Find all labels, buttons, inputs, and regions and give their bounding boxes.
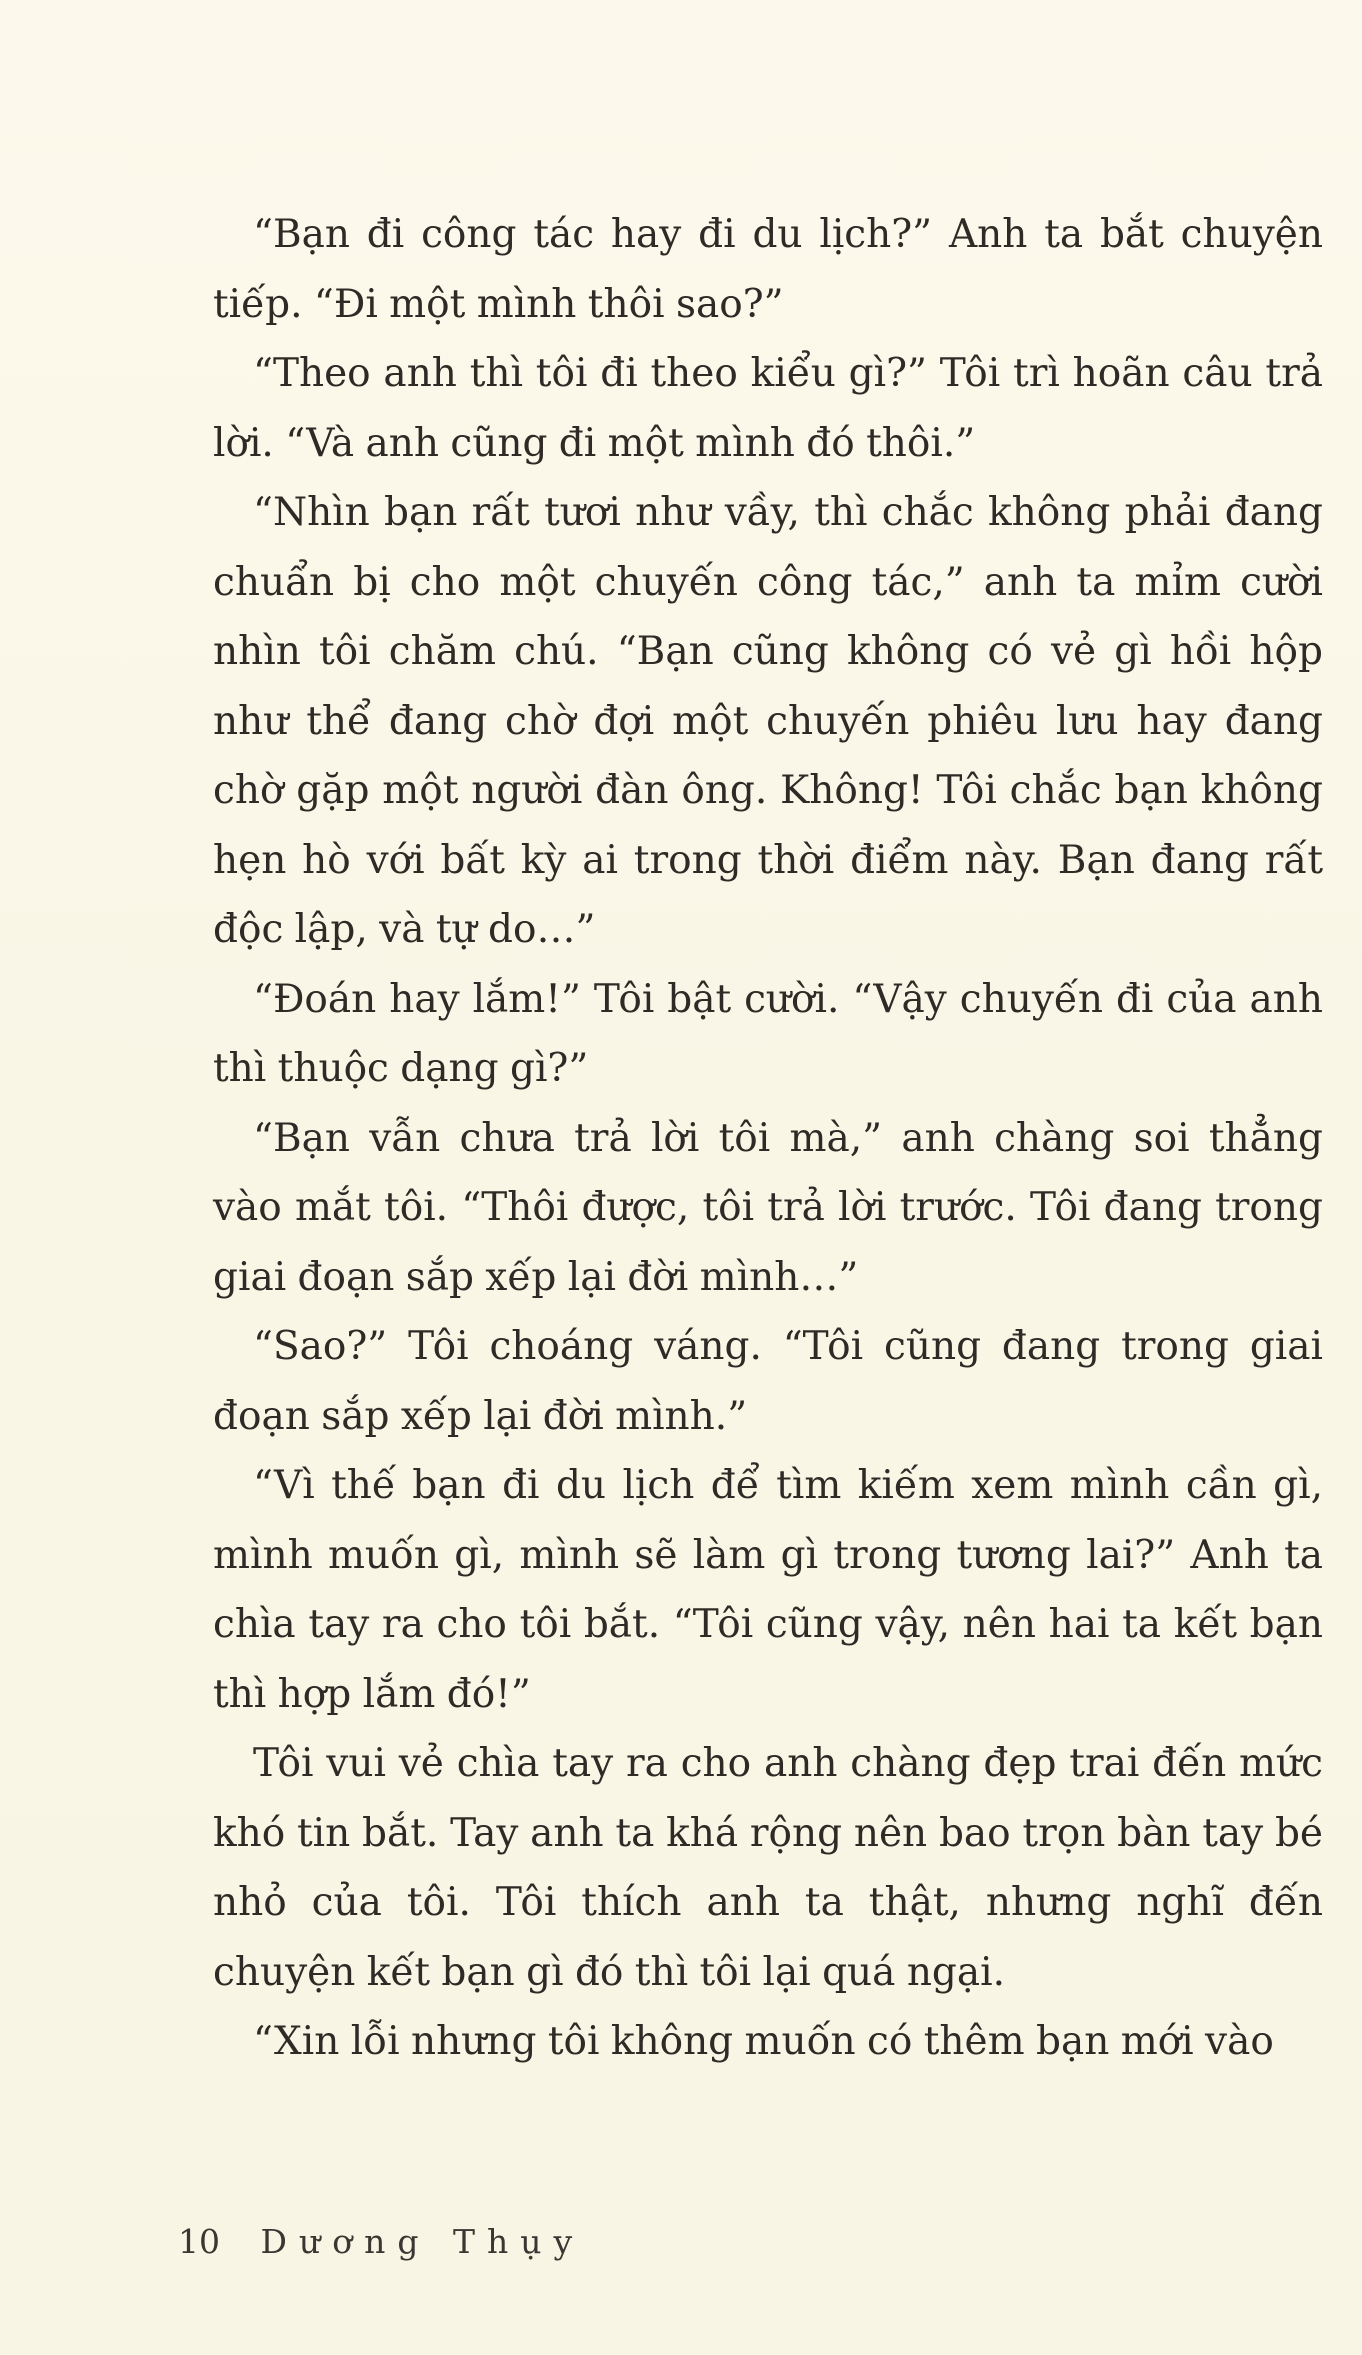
paragraph: “Bạn đi công tác hay đi du lịch?” Anh ta bắt chuyện tiếp. “Đi một mình thôi sao?”: [213, 212, 1323, 327]
author-name: Dương Thụy: [260, 2222, 585, 2261]
page-number: 10: [178, 2222, 220, 2261]
paragraph: Tôi vui vẻ chìa tay ra cho anh chàng đẹp trai đến mức khó tin bắt. Tay anh ta khá rộng nên bao trọn bàn tay bé nhỏ của tôi. Tôi thích anh ta thật, nhưng nghĩ đến chuyện kết bạn gì đó thì tôi lại quá ngại.: [213, 1741, 1323, 1995]
paragraph: “Xin lỗi nhưng tôi không muốn có thêm bạn mới vào: [253, 2019, 1274, 2064]
paragraph: “Vì thế bạn đi du lịch để tìm kiếm xem mình cần gì, mình muốn gì, mình sẽ làm gì trong tương lai?” Anh ta chìa tay ra cho tôi bắt. “Tôi cũng vậy, nên hai ta kết bạn thì hợp lắm đó!”: [213, 1463, 1323, 1717]
page-footer: [178, 2222, 584, 2261]
paragraph: “Theo anh thì tôi đi theo kiểu gì?” Tôi trì hoãn câu trả lời. “Và anh cũng đi một mình đó thôi.”: [213, 351, 1323, 466]
paragraph: “Bạn vẫn chưa trả lời tôi mà,” anh chàng soi thẳng vào mắt tôi. “Thôi được, tôi trả lời trước. Tôi đang trong giai đoạn sắp xếp lại đời mình…”: [213, 1115, 1323, 1300]
paragraph: “Đoán hay lắm!” Tôi bật cười. “Vậy chuyến đi của anh thì thuộc dạng gì?”: [213, 976, 1323, 1091]
body-text: [213, 200, 1323, 2077]
paragraph: “Nhìn bạn rất tươi như vầy, thì chắc không phải đang chuẩn bị cho một chuyến công tác,” anh ta mỉm cười nhìn tôi chăm chú. “Bạn cũng không có vẻ gì hồi hộp như thể đang chờ đợi một chuyến phiêu lưu hay đang chờ gặp một người đàn ông. Không! Tôi chắc bạn không hẹn hò với bất kỳ ai trong thời điểm này. Bạn đang rất độc lập, và tự do…”: [213, 490, 1323, 952]
paragraph: “Sao?” Tôi choáng váng. “Tôi cũng đang trong giai đoạn sắp xếp lại đời mình.”: [213, 1324, 1323, 1439]
